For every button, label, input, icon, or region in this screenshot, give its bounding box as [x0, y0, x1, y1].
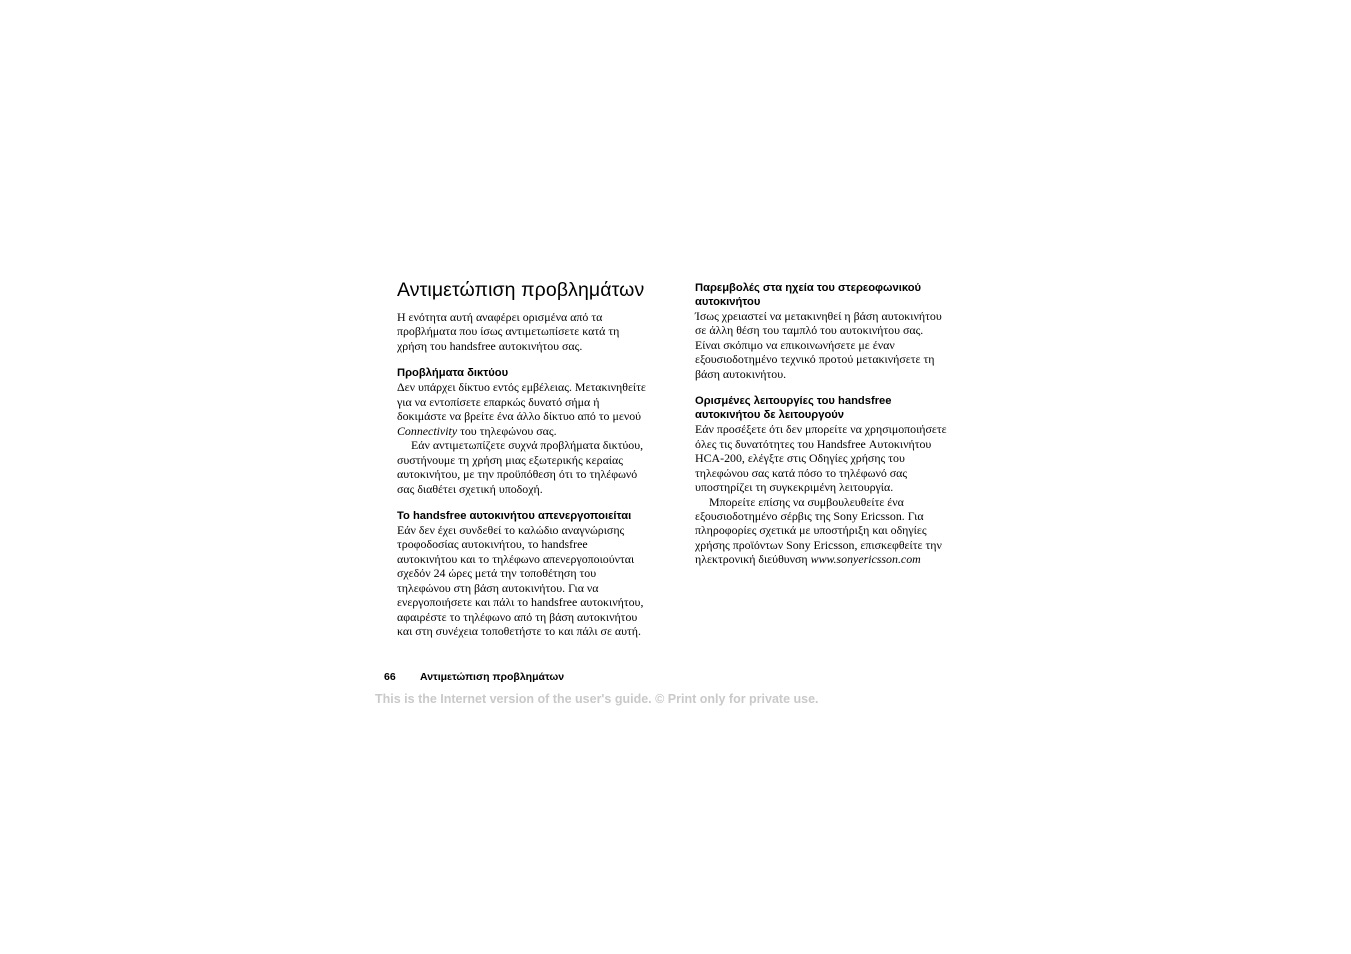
network-line: για να εντοπίσετε επαρκώς δυνατό σήμα ή	[397, 394, 600, 409]
functions-line: Εάν προσέξετε ότι δεν μπορείτε να χρησιμοποιήσετε	[695, 422, 947, 437]
website-link[interactable]: www.sonyericsson.com	[810, 552, 921, 567]
internet-version-notice: This is the Internet version of the user's guide. © Print only for private use.	[375, 692, 819, 706]
functions-heading: Ορισμένες λειτουργίες του handsfree αυτοκινήτου δε λειτουργούν	[695, 395, 892, 422]
network-line-suffix: του τηλεφώνου σας.	[457, 423, 557, 438]
url-prefix: ηλεκτρονική διεύθυνση	[695, 552, 811, 567]
intro-paragraph	[397, 310, 675, 353]
intro-line: προβλήματα που ίσως αντιμετωπίσετε κατά τη	[397, 324, 620, 339]
interference-line: βάση αυτοκινήτου.	[695, 366, 787, 381]
deactivate-line: αφαιρέστε το τηλέφωνο από τη βάση αυτοκινήτου	[397, 609, 638, 624]
deactivate-line: τροφοδοσίας αυτοκινήτου, το handsfree	[397, 537, 588, 552]
footer-section-title: Αντιμετώπιση προβλημάτων	[420, 671, 565, 683]
network-paragraph	[397, 380, 675, 496]
page-title: Αντιμετώπιση προβλημάτων	[397, 279, 645, 301]
functions-line: Μπορείτε επίσης να συμβουλευθείτε ένα	[709, 494, 904, 509]
interference-line: εξουσιοδοτημένο τεχνικό προτού μετακινήσετε τη	[695, 352, 935, 367]
network-line: σας διαθέτει σχετική υποδοχή.	[397, 481, 543, 496]
functions-line: υποστηρίζει τη συγκεκριμένη λειτουργία.	[695, 480, 894, 495]
left-column	[397, 278, 675, 639]
deactivate-line: και στη συνέχεια τοποθετήστε το και πάλι σε αυτή.	[397, 624, 641, 639]
network-line: αυτοκινήτου, με την προϋπόθεση ότι το τηλέφωνό	[397, 467, 638, 482]
functions-line: πληροφορίες σχετικά με υποστήριξη και οδηγίες	[695, 523, 927, 538]
functions-line	[695, 552, 975, 566]
interference-heading: Παρεμβολές στα ηχεία του στερεοφωνικού αυτοκινήτου	[695, 282, 922, 308]
interference-line: σε άλλη θέση του ταμπλό του αυτοκινήτου σας.	[695, 323, 924, 338]
functions-line: τηλεφώνου σας κατά πόσο το τηλέφωνό σας	[695, 465, 908, 480]
deactivate-line: αυτοκινήτου και το τηλέφωνο απενεργοποιούνται	[397, 551, 635, 566]
intro-line: Η ενότητα αυτή αναφέρει ορισμένα από τα	[397, 310, 603, 324]
functions-line: χρήσης προϊόντων Sony Ericsson, επισκεφθείτε την	[695, 537, 942, 552]
network-line	[397, 424, 675, 438]
network-heading: Προβλήματα δικτύου	[397, 367, 509, 380]
deactivate-heading: Το handsfree αυτοκινήτου απενεργοποιείται	[397, 509, 632, 522]
interference-paragraph	[695, 309, 975, 381]
network-line: Δεν υπάρχει δίκτυο εντός εμβέλειας. Μετακινηθείτε	[397, 380, 646, 395]
right-column	[695, 281, 975, 567]
interference-line: Ίσως χρειαστεί να μετακινηθεί η βάση αυτοκινήτου	[695, 309, 942, 323]
network-line: Εάν αντιμετωπίζετε συχνά προβλήματα δικτύου,	[411, 438, 644, 453]
connectivity-menu-name: Connectivity	[397, 423, 458, 438]
page-number: 66	[384, 671, 396, 683]
page-footer	[384, 671, 564, 683]
functions-line: εξουσιοδοτημένο σέρβις της Sony Ericsson. Για	[695, 508, 924, 523]
interference-line: Είναι σκόπιμο να επικοινωνήσετε με έναν	[695, 337, 895, 352]
network-line: συστήνουμε τη χρήση μιας εξωτερικής κεραίας	[397, 452, 623, 467]
intro-line: χρήση του handsfree αυτοκινήτου σας.	[397, 338, 583, 353]
functions-line: όλες τις δυνατότητες του Handsfree Αυτοκινήτου	[695, 436, 932, 451]
deactivate-paragraph	[397, 523, 675, 639]
functions-line: HCA-200, ελέγξτε στις Οδηγίες χρήσης του	[695, 451, 905, 466]
functions-paragraph	[695, 422, 975, 567]
deactivate-line: Εάν δεν έχει συνδεθεί το καλώδιο αναγνώρισης	[397, 522, 625, 537]
deactivate-line: ενεργοποιήσετε και πάλι το handsfree αυτοκινήτου,	[397, 595, 644, 610]
deactivate-line: τηλεφώνου στη βάση αυτοκινήτου. Για να	[397, 580, 599, 595]
network-line: δοκιμάστε να βρείτε ένα άλλο δίκτυο από το μενού	[397, 409, 642, 424]
deactivate-line: σχεδόν 24 ώρες μετά την τοποθέτηση του	[397, 566, 597, 581]
